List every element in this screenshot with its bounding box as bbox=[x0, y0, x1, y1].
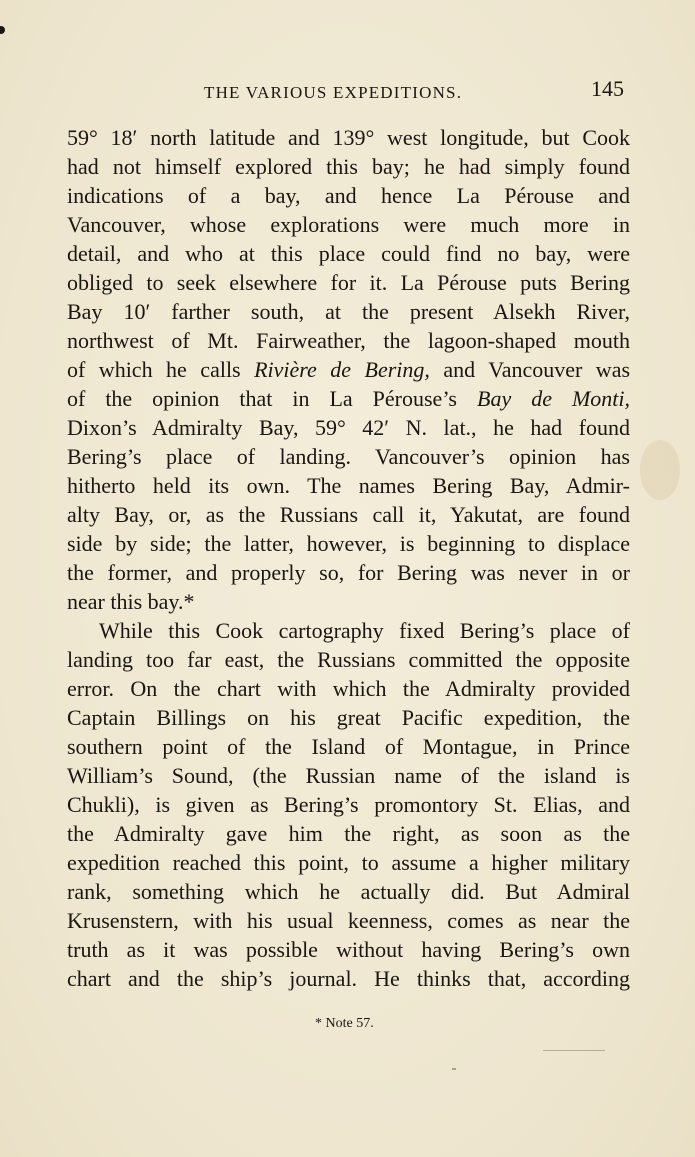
text-line: southern point of the Island of Montague, in Prince bbox=[67, 734, 630, 759]
italic-title: Rivière de Bering, bbox=[254, 357, 430, 382]
text-line: side by side; the latter, however, is beginning to displace bbox=[67, 531, 630, 556]
print-smudge bbox=[452, 1068, 456, 1070]
text-line: had not himself explored this bay; he had simply found bbox=[67, 154, 630, 179]
text-line: While this Cook cartography fixed Bering’s place of bbox=[99, 618, 630, 643]
text-line: obliged to seek elsewhere for it. La Pérouse puts Bering bbox=[67, 270, 630, 295]
paper-stain bbox=[640, 440, 680, 500]
text-line: alty Bay, or, as the Russians call it, Yakutat, are found bbox=[67, 502, 630, 527]
text-line: near this bay.* bbox=[67, 589, 195, 614]
text-line: chart and the ship’s journal. He thinks that, according bbox=[67, 966, 630, 991]
text-line bbox=[67, 384, 630, 413]
text-line: indications of a bay, and hence La Pérouse and bbox=[67, 183, 630, 208]
print-smudge bbox=[543, 1050, 605, 1051]
text-line: 59° 18′ north latitude and 139° west longitude, but Cook bbox=[67, 125, 630, 150]
text-line: northwest of Mt. Fairweather, the lagoon-shaped mouth bbox=[67, 328, 630, 353]
footnote: * Note 57. bbox=[315, 1016, 374, 1031]
text-run: of which he calls bbox=[67, 357, 255, 382]
text-line bbox=[67, 355, 630, 384]
text-line: Vancouver, whose explorations were much more in bbox=[67, 212, 630, 237]
text-line: Dixon’s Admiralty Bay, 59° 42′ N. lat., he had found bbox=[67, 415, 630, 440]
text-line: William’s Sound, (the Russian name of the island is bbox=[67, 763, 630, 788]
text-line: error. On the chart with which the Admiralty provided bbox=[67, 676, 630, 701]
page-number: 145 bbox=[591, 76, 624, 101]
text-run: of the opinion that in La Pérouse’s bbox=[67, 386, 477, 411]
text-line: expedition reached this point, to assume a higher military bbox=[67, 850, 630, 875]
text-line: hitherto held its own. The names Bering Bay, Admir- bbox=[67, 473, 630, 498]
text-line: landing too far east, the Russians committed the opposite bbox=[67, 647, 630, 672]
text-line: Krusenstern, with his usual keenness, comes as near the bbox=[67, 908, 630, 933]
text-line: Chukli), is given as Bering’s promontory St. Elias, and bbox=[67, 792, 630, 817]
text-line: detail, and who at this place could find no bay, were bbox=[67, 241, 630, 266]
text-line: the former, and properly so, for Bering was never in or bbox=[67, 560, 630, 585]
text-line: Bay 10′ farther south, at the present Alsekh River, bbox=[67, 299, 630, 324]
text-line: the Admiralty gave him the right, as soon as the bbox=[67, 821, 630, 846]
text-line: rank, something which he actually did. But Admiral bbox=[67, 879, 630, 904]
italic-title: Bay de Monti, bbox=[477, 386, 630, 411]
text-line: Captain Billings on his great Pacific expedition, the bbox=[67, 705, 630, 730]
running-head: THE VARIOUS EXPEDITIONS. bbox=[204, 83, 463, 102]
text-line: Bering’s place of landing. Vancouver’s opinion has bbox=[67, 444, 630, 469]
text-line: truth as it was possible without having Bering’s own bbox=[67, 937, 630, 962]
text-run: and Vancouver was bbox=[429, 357, 631, 382]
